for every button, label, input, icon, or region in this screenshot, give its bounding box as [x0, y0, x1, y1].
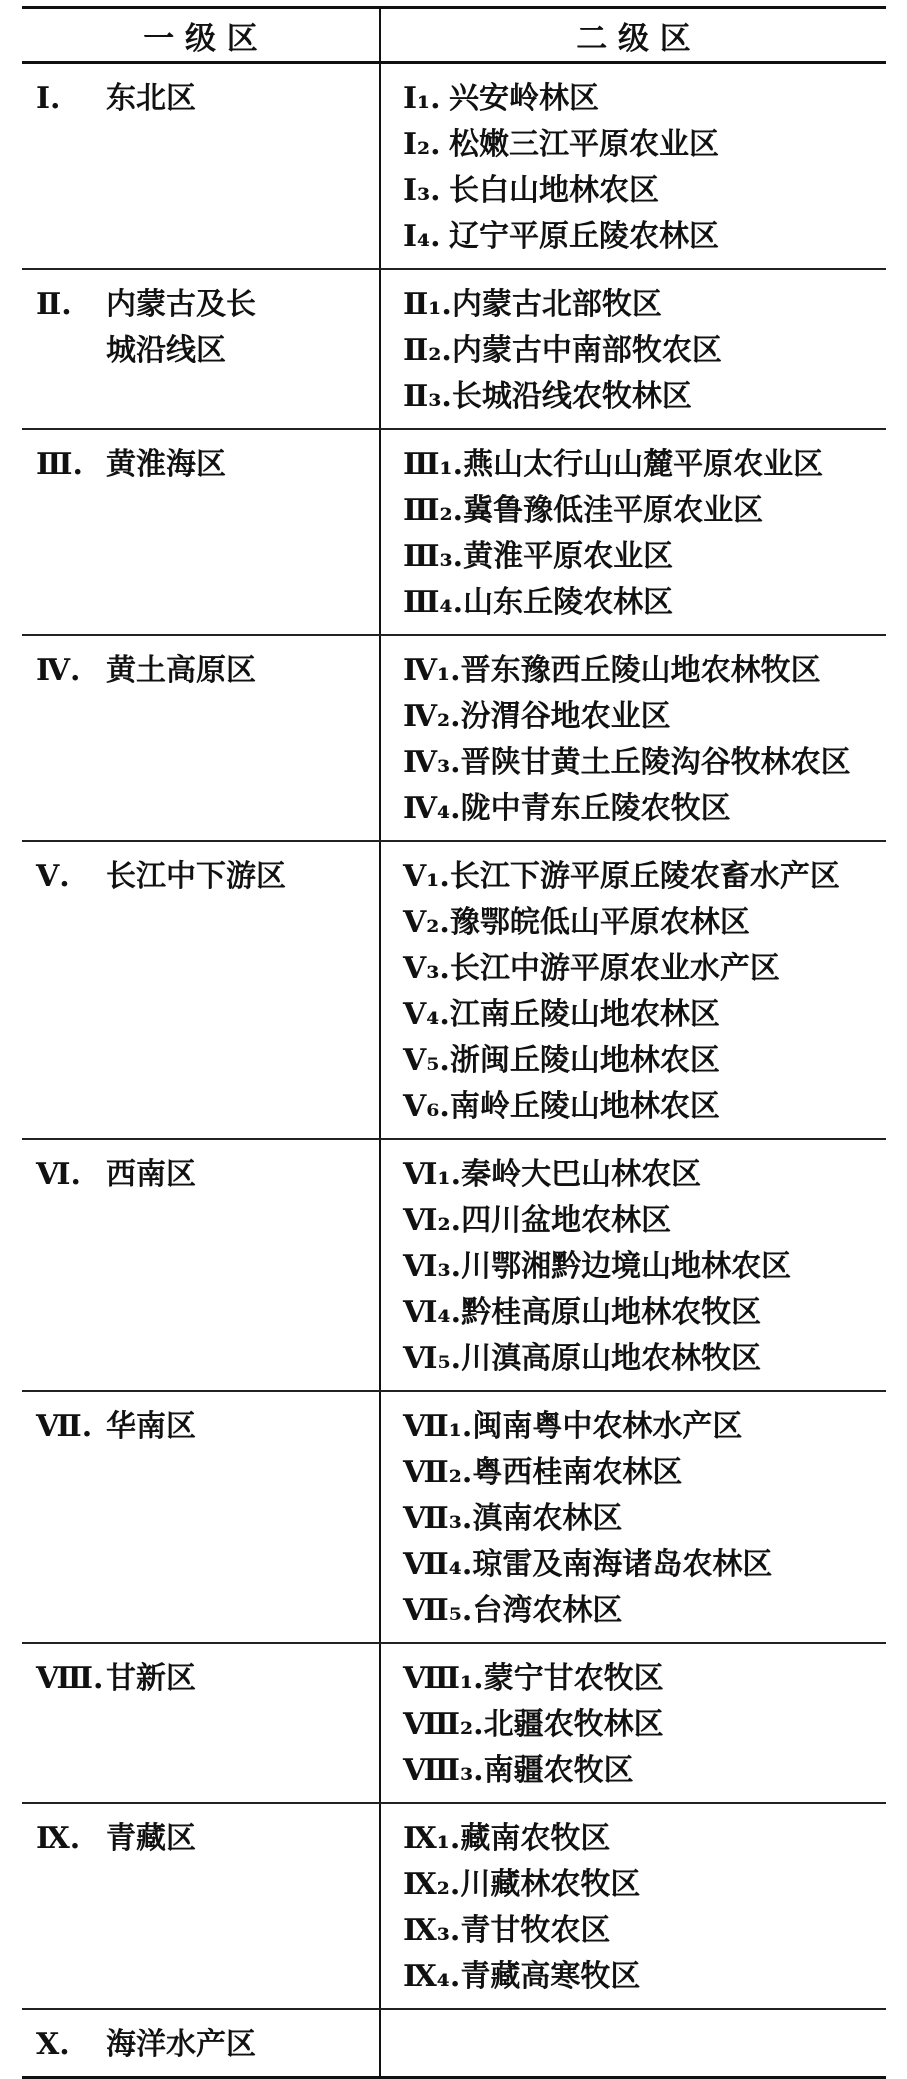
level2-item: [403, 1588, 886, 1634]
level2-item: [403, 328, 886, 374]
level1-code: Ⅵ.: [36, 1157, 81, 1192]
level1-region: [36, 2022, 371, 2068]
region-table: [22, 6, 886, 2079]
level2-code: Ⅷ₂.: [403, 1707, 484, 1742]
level2-code: Ⅶ₁.: [403, 1409, 473, 1444]
level2-code: Ⅲ₂.: [403, 493, 464, 528]
level2-name: 长城沿线农牧林区: [451, 379, 692, 414]
table-row: [22, 1803, 886, 2009]
level2-code: Ⅲ₃.: [403, 539, 464, 574]
level2-code: Ⅴ₆.: [403, 1089, 450, 1124]
level1-code: Ⅹ.: [36, 2027, 70, 2062]
level2-item: [403, 1244, 886, 1290]
level2-item: [403, 1336, 886, 1382]
level1-cell: [22, 429, 380, 635]
level1-name: 内蒙古及长 城沿线区: [106, 287, 256, 368]
table-row: [22, 841, 886, 1139]
level1-cell: [22, 269, 380, 429]
header-row: [22, 8, 886, 63]
table-body: [22, 63, 886, 2078]
level2-item: [403, 900, 886, 946]
level1-name: 华南区: [106, 1409, 196, 1444]
level2-code: Ⅶ₅.: [403, 1593, 473, 1628]
level2-name: 江南丘陵山地农林区: [449, 997, 720, 1032]
level2-item: [403, 1084, 886, 1130]
level2-name: 青甘牧农区: [460, 1913, 611, 1948]
level1-name: 黄土高原区: [106, 653, 256, 688]
level1-cell: [22, 63, 380, 270]
level1-code: Ⅷ.: [36, 1661, 104, 1696]
level2-name: 长白山地林农区: [449, 173, 659, 208]
level2-code: Ⅱ₂.: [403, 333, 452, 368]
level2-name: 内蒙古中南部牧农区: [451, 333, 722, 368]
level2-name: 四川盆地农林区: [461, 1203, 672, 1238]
level1-name: 长江中下游区: [106, 859, 286, 894]
level1-cell: [22, 1803, 380, 2009]
level2-item: [403, 1908, 886, 1954]
level2-code: Ⅰ₄.: [403, 219, 441, 254]
level2-item: [403, 1816, 886, 1862]
level2-code: Ⅴ₁.: [403, 859, 450, 894]
table-row: [22, 1391, 886, 1643]
level2-code: Ⅳ₂.: [403, 699, 461, 734]
level1-code: Ⅸ.: [36, 1821, 81, 1856]
level2-name: 北疆农牧林区: [483, 1707, 664, 1742]
level2-name: 粤西桂南农林区: [472, 1455, 683, 1490]
level2-name: 豫鄂皖低山平原农林区: [449, 905, 750, 940]
level2-code: Ⅱ₃.: [403, 379, 452, 414]
level2-empty: [403, 2022, 886, 2068]
level1-cell: [22, 841, 380, 1139]
level1-name: 海洋水产区: [106, 2027, 256, 2062]
level1-region: [36, 442, 371, 488]
level1-region: [36, 1404, 371, 1450]
level2-item: [403, 1542, 886, 1588]
level2-code: Ⅸ₄.: [403, 1959, 461, 1994]
level2-item: [403, 76, 886, 122]
level2-code: Ⅳ₃.: [403, 745, 461, 780]
level1-code: Ⅲ.: [36, 447, 83, 482]
level2-code: Ⅶ₃.: [403, 1501, 473, 1536]
level2-name: 长江中游平原农业水产区: [449, 951, 780, 986]
level2-name: 辽宁平原丘陵农林区: [449, 219, 719, 254]
level2-code: Ⅶ₄.: [403, 1547, 473, 1582]
level1-code: Ⅳ.: [36, 653, 81, 688]
level1-region: [36, 1152, 371, 1198]
level2-name: 黔桂高原山地林农牧区: [461, 1295, 762, 1330]
level2-name: 兴安岭林区: [449, 81, 599, 116]
level1-name: 甘新区: [106, 1661, 196, 1696]
level2-name: 南疆农牧区: [483, 1753, 634, 1788]
level2-code: Ⅳ₁.: [403, 653, 461, 688]
header-level2: 二 级 区: [380, 8, 886, 63]
level2-item: [403, 946, 886, 992]
level2-name: 晋陕甘黄土丘陵沟谷牧林农区: [460, 745, 851, 780]
level2-item: [403, 488, 886, 534]
level1-name: 黄淮海区: [106, 447, 226, 482]
table-row: [22, 429, 886, 635]
level2-code: Ⅸ₃.: [403, 1913, 461, 1948]
level2-code: Ⅵ₅.: [403, 1341, 462, 1376]
level2-code: Ⅴ₂.: [403, 905, 450, 940]
level2-name: 浙闽丘陵山地林农区: [449, 1043, 720, 1078]
level1-code: Ⅶ.: [36, 1409, 93, 1444]
header-level1: 一 级 区: [22, 8, 380, 63]
level1-region: [36, 1816, 371, 1862]
level2-name: 闽南粤中农林水产区: [472, 1409, 743, 1444]
level2-code: Ⅵ₃.: [403, 1249, 462, 1284]
level2-name: 冀鲁豫低洼平原农业区: [463, 493, 764, 528]
level2-code: Ⅷ₁.: [403, 1661, 484, 1696]
level2-name: 南岭丘陵山地林农区: [449, 1089, 720, 1124]
level2-name: 川鄂湘黔边境山地林农区: [461, 1249, 792, 1284]
level2-name: 青藏高寒牧区: [460, 1959, 641, 1994]
level1-name: 东北区: [106, 81, 196, 116]
level2-name: 黄淮平原农业区: [463, 539, 674, 574]
level1-cell: [22, 1139, 380, 1391]
level2-item: [403, 740, 886, 786]
level2-item: [403, 1152, 886, 1198]
level1-code: Ⅴ.: [36, 859, 70, 894]
level2-item: [403, 442, 886, 488]
level1-region: [36, 854, 371, 900]
level2-item: [403, 1748, 886, 1794]
level2-name: 陇中青东丘陵农牧区: [460, 791, 731, 826]
level2-code: Ⅵ₄.: [403, 1295, 462, 1330]
level2-cell: [380, 269, 886, 429]
level2-name: 晋东豫西丘陵山地农林牧区: [460, 653, 821, 688]
region-table-container: [22, 6, 886, 2079]
level2-code: Ⅸ₁.: [403, 1821, 461, 1856]
level2-item: [403, 1656, 886, 1702]
level2-cell: [380, 1803, 886, 2009]
level2-item: [403, 122, 886, 168]
level1-cell: [22, 2009, 380, 2078]
level2-name: 川滇高原山地农林牧区: [461, 1341, 762, 1376]
level2-item: [403, 1038, 886, 1084]
table-row: [22, 1643, 886, 1803]
level2-code: Ⅰ₃.: [403, 173, 441, 208]
table-row: [22, 635, 886, 841]
table-row: [22, 2009, 886, 2078]
level1-region: [36, 648, 371, 694]
table-row: [22, 63, 886, 270]
level2-code: Ⅸ₂.: [403, 1867, 461, 1902]
level2-item: [403, 1954, 886, 2000]
level1-region: [36, 282, 371, 374]
level2-item: [403, 1450, 886, 1496]
level2-item: [403, 214, 886, 260]
level1-cell: [22, 1643, 380, 1803]
level2-item: [403, 282, 886, 328]
level2-name: 汾渭谷地农业区: [460, 699, 671, 734]
level2-name: 滇南农林区: [472, 1501, 623, 1536]
level2-code: Ⅷ₃.: [403, 1753, 484, 1788]
level1-cell: [22, 635, 380, 841]
level2-item: [403, 374, 886, 420]
level2-item: [403, 694, 886, 740]
level1-code: Ⅱ.: [36, 287, 72, 322]
level1-region: [36, 76, 371, 122]
level2-item: [403, 168, 886, 214]
level2-code: Ⅴ₃.: [403, 951, 450, 986]
table-row: [22, 269, 886, 429]
level2-code: Ⅴ₄.: [403, 997, 450, 1032]
level2-item: [403, 1404, 886, 1450]
level2-cell: [380, 429, 886, 635]
level2-name: 山东丘陵农林区: [463, 585, 674, 620]
level2-name: 内蒙古北部牧区: [451, 287, 662, 322]
level2-item: [403, 648, 886, 694]
level2-cell: [380, 1391, 886, 1643]
level2-code: Ⅱ₁.: [403, 287, 452, 322]
level2-item: [403, 1496, 886, 1542]
level2-item: [403, 992, 886, 1038]
level2-name: 台湾农林区: [472, 1593, 623, 1628]
level2-code: Ⅳ₄.: [403, 791, 461, 826]
level2-cell: [380, 2009, 886, 2078]
level2-code: Ⅰ₂.: [403, 127, 441, 162]
level2-cell: [380, 1643, 886, 1803]
level1-region: [36, 1656, 371, 1702]
level2-name: 川藏林农牧区: [460, 1867, 641, 1902]
level1-name: 西南区: [106, 1157, 196, 1192]
level2-item: [403, 1702, 886, 1748]
level2-item: [403, 534, 886, 580]
level2-item: [403, 1862, 886, 1908]
level2-code: Ⅲ₁.: [403, 447, 464, 482]
level2-cell: [380, 1139, 886, 1391]
level2-cell: [380, 63, 886, 270]
level2-name: 长江下游平原丘陵农畜水产区: [449, 859, 840, 894]
level1-name: 青藏区: [106, 1821, 196, 1856]
level2-code: Ⅵ₂.: [403, 1203, 462, 1238]
level2-cell: [380, 841, 886, 1139]
level2-code: Ⅵ₁.: [403, 1157, 462, 1192]
level2-name: 秦岭大巴山林农区: [461, 1157, 702, 1192]
table-row: [22, 1139, 886, 1391]
level2-code: Ⅰ₁.: [403, 81, 441, 116]
level2-item: [403, 786, 886, 832]
level2-cell: [380, 635, 886, 841]
level2-item: [403, 1290, 886, 1336]
level2-code: Ⅶ₂.: [403, 1455, 473, 1490]
level2-code: Ⅴ₅.: [403, 1043, 450, 1078]
level2-name: 松嫩三江平原农业区: [449, 127, 719, 162]
level2-name: 琼雷及南海诸岛农林区: [472, 1547, 773, 1582]
level1-cell: [22, 1391, 380, 1643]
level2-item: [403, 1198, 886, 1244]
level2-code: Ⅲ₄.: [403, 585, 464, 620]
level2-name: 藏南农牧区: [460, 1821, 611, 1856]
level2-name: 蒙宁甘农牧区: [483, 1661, 664, 1696]
level2-name: 燕山太行山山麓平原农业区: [463, 447, 824, 482]
level2-item: [403, 854, 886, 900]
level1-code: Ⅰ.: [36, 81, 61, 116]
level2-item: [403, 580, 886, 626]
